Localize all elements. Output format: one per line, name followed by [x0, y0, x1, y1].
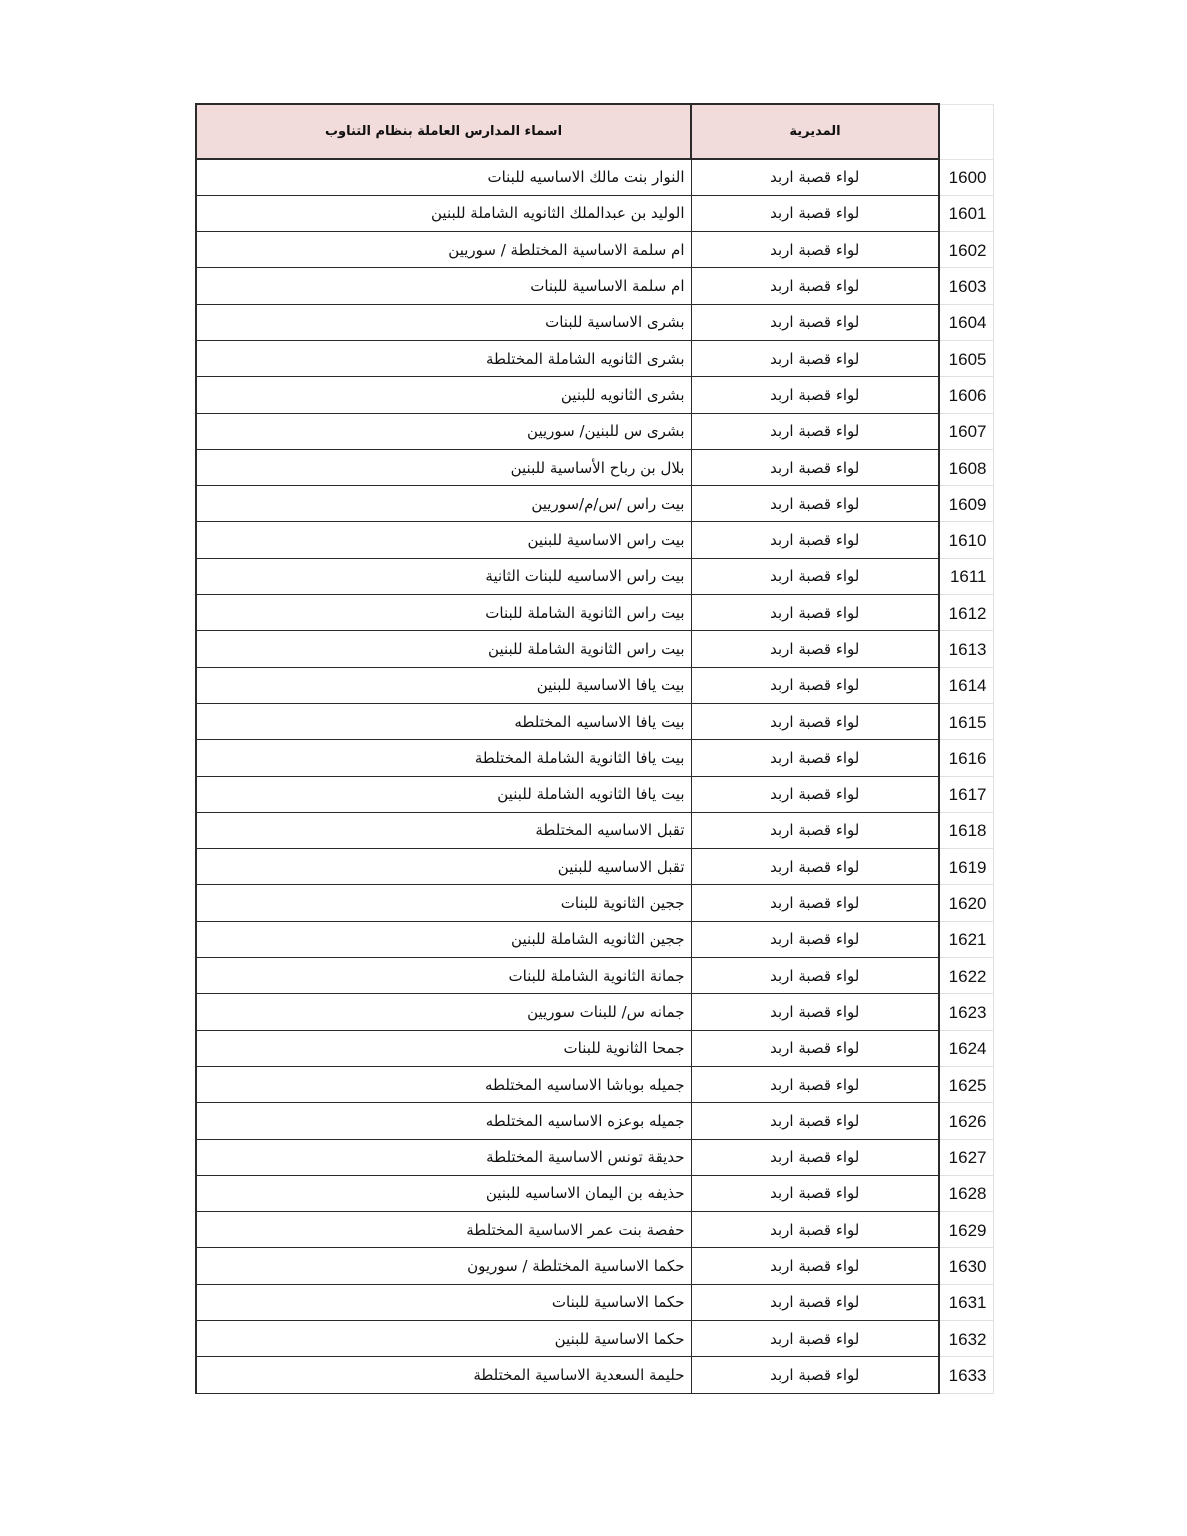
school-name-cell: بلال بن رباح الأساسية للبنين — [196, 449, 691, 485]
row-number-cell: 1630 — [939, 1248, 993, 1284]
row-number-cell: 1617 — [939, 776, 993, 812]
school-name-cell: بشرى الثانويه الشاملة المختلطة — [196, 340, 691, 376]
table-row — [196, 159, 993, 195]
directorate-cell: لواء قصبة اربد — [691, 667, 939, 703]
directorate-cell: لواء قصبة اربد — [691, 1066, 939, 1102]
table-row — [196, 703, 993, 739]
header-school-names: اسماء المدارس العاملة بنظام التناوب — [196, 104, 691, 159]
table-row — [196, 1248, 993, 1284]
row-number-cell: 1627 — [939, 1139, 993, 1175]
directorate-cell: لواء قصبة اربد — [691, 1175, 939, 1211]
directorate-cell: لواء قصبة اربد — [691, 994, 939, 1030]
row-number-cell: 1603 — [939, 268, 993, 304]
school-name-cell: تقبل الاساسيه للبنين — [196, 849, 691, 885]
table-row — [196, 885, 993, 921]
school-name-cell: بيت يافا الثانوية الشاملة المختلطة — [196, 740, 691, 776]
table-row — [196, 849, 993, 885]
table-row — [196, 1212, 993, 1248]
table-row — [196, 631, 993, 667]
table-row — [196, 558, 993, 594]
row-number-cell: 1601 — [939, 195, 993, 231]
row-number-cell: 1631 — [939, 1284, 993, 1320]
table-row — [196, 449, 993, 485]
table-row — [196, 486, 993, 522]
header-number — [939, 104, 993, 159]
table-row — [196, 522, 993, 558]
directorate-cell: لواء قصبة اربد — [691, 1030, 939, 1066]
school-name-cell: جميله بوعزه الاساسيه المختلطه — [196, 1103, 691, 1139]
school-name-cell: بيت يافا الثانويه الشاملة للبنين — [196, 776, 691, 812]
table-row — [196, 1139, 993, 1175]
school-name-cell: جمانه س/ للبنات سوريين — [196, 994, 691, 1030]
directorate-cell: لواء قصبة اربد — [691, 195, 939, 231]
school-name-cell: بشرى الثانويه للبنين — [196, 377, 691, 413]
row-number-cell: 1600 — [939, 159, 993, 195]
table-row — [196, 921, 993, 957]
school-name-cell: حكما الاساسية للبنات — [196, 1284, 691, 1320]
row-number-cell: 1621 — [939, 921, 993, 957]
row-number-cell: 1613 — [939, 631, 993, 667]
table-header-row — [196, 104, 993, 159]
directorate-cell: لواء قصبة اربد — [691, 740, 939, 776]
row-number-cell: 1616 — [939, 740, 993, 776]
school-name-cell: النوار بنت مالك الاساسيه للبنات — [196, 159, 691, 195]
school-name-cell: بيت راس الثانوية الشاملة للبنات — [196, 595, 691, 631]
row-number-cell: 1618 — [939, 812, 993, 848]
row-number-cell: 1619 — [939, 849, 993, 885]
school-name-cell: بشرى الاساسية للبنات — [196, 304, 691, 340]
row-number-cell: 1611 — [939, 558, 993, 594]
header-directorate: المديرية — [691, 104, 939, 159]
school-name-cell: جمحا الثانوية للبنات — [196, 1030, 691, 1066]
directorate-cell: لواء قصبة اربد — [691, 1321, 939, 1357]
table-row — [196, 1030, 993, 1066]
school-name-cell: بيت راس الاساسيه للبنات الثانية — [196, 558, 691, 594]
table-row — [196, 667, 993, 703]
table-row — [196, 1175, 993, 1211]
table-row — [196, 304, 993, 340]
directorate-cell: لواء قصبة اربد — [691, 232, 939, 268]
row-number-cell: 1620 — [939, 885, 993, 921]
table-row — [196, 1321, 993, 1357]
table-row — [196, 413, 993, 449]
row-number-cell: 1625 — [939, 1066, 993, 1102]
school-name-cell: الوليد بن عبدالملك الثانويه الشاملة للبنين — [196, 195, 691, 231]
table-row — [196, 195, 993, 231]
school-name-cell: حليمة السعدية الاساسية المختلطة — [196, 1357, 691, 1393]
directorate-cell: لواء قصبة اربد — [691, 377, 939, 413]
directorate-cell: لواء قصبة اربد — [691, 921, 939, 957]
table-row — [196, 268, 993, 304]
directorate-cell: لواء قصبة اربد — [691, 413, 939, 449]
row-number-cell: 1604 — [939, 304, 993, 340]
directorate-cell: لواء قصبة اربد — [691, 522, 939, 558]
row-number-cell: 1632 — [939, 1321, 993, 1357]
row-number-cell: 1626 — [939, 1103, 993, 1139]
directorate-cell: لواء قصبة اربد — [691, 558, 939, 594]
directorate-cell: لواء قصبة اربد — [691, 885, 939, 921]
row-number-cell: 1624 — [939, 1030, 993, 1066]
directorate-cell: لواء قصبة اربد — [691, 340, 939, 376]
table-row — [196, 232, 993, 268]
row-number-cell: 1608 — [939, 449, 993, 485]
school-name-cell: جمانة الثانوية الشاملة للبنات — [196, 958, 691, 994]
schools-table — [195, 103, 994, 1394]
school-name-cell: حديقة تونس الاساسية المختلطة — [196, 1139, 691, 1175]
school-name-cell: بيت راس الثانوية الشاملة للبنين — [196, 631, 691, 667]
table-body — [196, 159, 993, 1393]
table-row — [196, 377, 993, 413]
table-row — [196, 958, 993, 994]
row-number-cell: 1614 — [939, 667, 993, 703]
table-row — [196, 1103, 993, 1139]
directorate-cell: لواء قصبة اربد — [691, 449, 939, 485]
row-number-cell: 1628 — [939, 1175, 993, 1211]
directorate-cell: لواء قصبة اربد — [691, 595, 939, 631]
school-name-cell: حفصة بنت عمر الاساسية المختلطة — [196, 1212, 691, 1248]
table-row — [196, 595, 993, 631]
school-name-cell: بيت راس /س/م/سوريين — [196, 486, 691, 522]
school-name-cell: ججين الثانويه الشاملة للبنين — [196, 921, 691, 957]
table-row — [196, 994, 993, 1030]
table-row — [196, 740, 993, 776]
directorate-cell: لواء قصبة اربد — [691, 159, 939, 195]
row-number-cell: 1607 — [939, 413, 993, 449]
directorate-cell: لواء قصبة اربد — [691, 812, 939, 848]
directorate-cell: لواء قصبة اربد — [691, 1212, 939, 1248]
row-number-cell: 1606 — [939, 377, 993, 413]
school-name-cell: بيت يافا الاساسية للبنين — [196, 667, 691, 703]
row-number-cell: 1605 — [939, 340, 993, 376]
directorate-cell: لواء قصبة اربد — [691, 958, 939, 994]
directorate-cell: لواء قصبة اربد — [691, 1357, 939, 1393]
table-row — [196, 1284, 993, 1320]
school-name-cell: تقبل الاساسيه المختلطة — [196, 812, 691, 848]
directorate-cell: لواء قصبة اربد — [691, 703, 939, 739]
directorate-cell: لواء قصبة اربد — [691, 486, 939, 522]
table-row — [196, 1066, 993, 1102]
row-number-cell: 1622 — [939, 958, 993, 994]
school-name-cell: ام سلمة الاساسية المختلطة / سوريين — [196, 232, 691, 268]
school-name-cell: ججين الثانوية للبنات — [196, 885, 691, 921]
school-name-cell: بيت يافا الاساسيه المختلطه — [196, 703, 691, 739]
school-name-cell: حكما الاساسية للبنين — [196, 1321, 691, 1357]
school-name-cell: بشرى س للبنين/ سوريين — [196, 413, 691, 449]
directorate-cell: لواء قصبة اربد — [691, 304, 939, 340]
school-name-cell: بيت راس الاساسية للبنين — [196, 522, 691, 558]
table-row — [196, 1357, 993, 1393]
table-row — [196, 340, 993, 376]
row-number-cell: 1612 — [939, 595, 993, 631]
row-number-cell: 1610 — [939, 522, 993, 558]
table-row — [196, 776, 993, 812]
schools-rotation-sheet — [195, 103, 992, 1394]
school-name-cell: حكما الاساسية المختلطة / سوريون — [196, 1248, 691, 1284]
row-number-cell: 1623 — [939, 994, 993, 1030]
school-name-cell: جميله بوباشا الاساسيه المختلطه — [196, 1066, 691, 1102]
row-number-cell: 1609 — [939, 486, 993, 522]
directorate-cell: لواء قصبة اربد — [691, 631, 939, 667]
school-name-cell: ام سلمة الاساسية للبنات — [196, 268, 691, 304]
row-number-cell: 1633 — [939, 1357, 993, 1393]
directorate-cell: لواء قصبة اربد — [691, 849, 939, 885]
school-name-cell: حذيفه بن اليمان الاساسيه للبنين — [196, 1175, 691, 1211]
directorate-cell: لواء قصبة اربد — [691, 268, 939, 304]
directorate-cell: لواء قصبة اربد — [691, 1248, 939, 1284]
row-number-cell: 1602 — [939, 232, 993, 268]
directorate-cell: لواء قصبة اربد — [691, 776, 939, 812]
row-number-cell: 1615 — [939, 703, 993, 739]
directorate-cell: لواء قصبة اربد — [691, 1103, 939, 1139]
row-number-cell: 1629 — [939, 1212, 993, 1248]
directorate-cell: لواء قصبة اربد — [691, 1284, 939, 1320]
table-row — [196, 812, 993, 848]
directorate-cell: لواء قصبة اربد — [691, 1139, 939, 1175]
